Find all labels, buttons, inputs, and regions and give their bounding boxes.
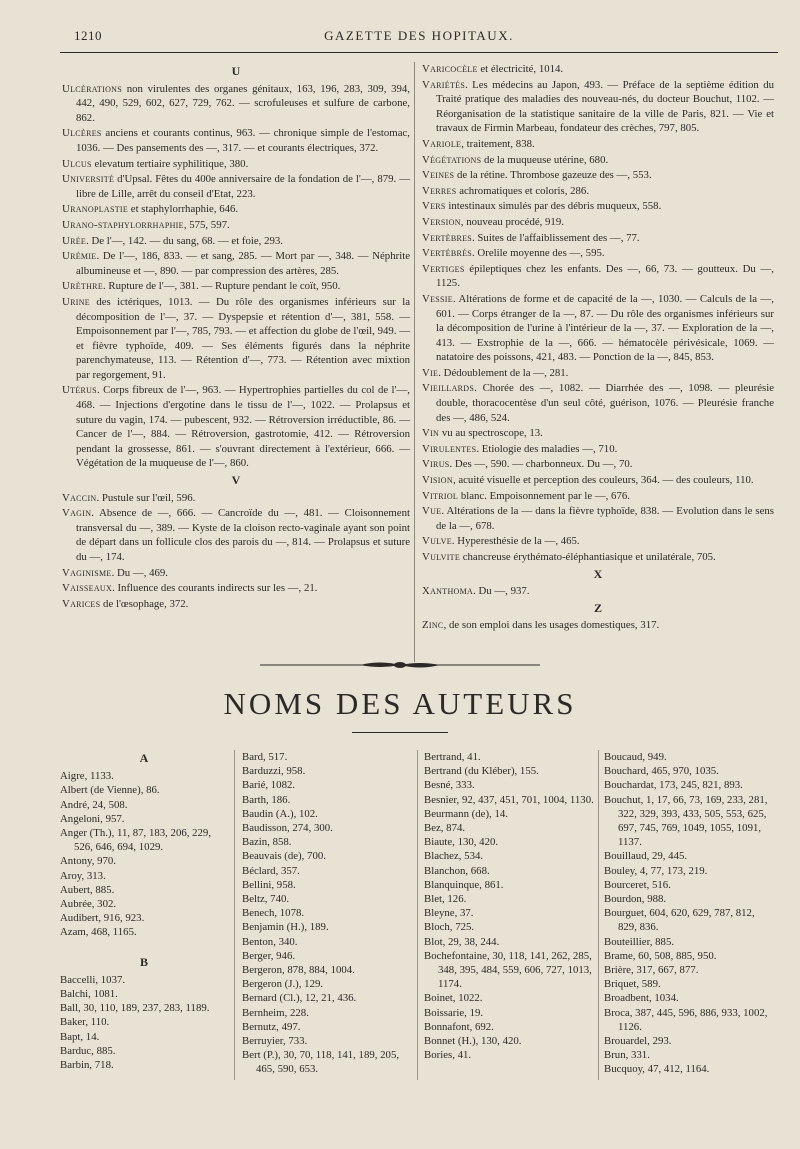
entry-text: . Suites de l'affaiblissement des —, 77.: [472, 231, 640, 244]
entry-term: Vision: [422, 474, 453, 487]
entry-term: Varicocèle: [422, 63, 478, 75]
author-entry: Benton, 340.: [242, 935, 298, 948]
entry-term: Vaccin: [62, 491, 97, 504]
author-entry: Bapt, 14.: [60, 1030, 100, 1043]
entry-term: Urémie: [62, 250, 97, 263]
index-column-right: [422, 62, 774, 634]
index-entry: [422, 262, 774, 291]
index-entry: [422, 137, 774, 152]
author-entry: Berruyier, 733.: [242, 1035, 308, 1048]
column-divider: [414, 62, 415, 662]
entry-term: Végétations: [422, 153, 482, 166]
authors-column-2: [242, 750, 412, 1077]
authors-column-4: [604, 750, 776, 1077]
author-entry: Aigre, 1133.: [60, 770, 114, 783]
column-divider: [417, 750, 418, 1080]
author-entry: Blanquinque, 861.: [424, 878, 504, 891]
section-letter: Z: [593, 600, 602, 615]
author-entry: Bertrand, 41.: [424, 751, 481, 763]
index-entry: [422, 184, 774, 199]
author-entry: Bouchard, 465, 970, 1035.: [604, 765, 719, 778]
author-entry: Azam, 468, 1165.: [60, 926, 137, 939]
index-entry: [422, 457, 774, 472]
entry-text: . Influence des courants indirects sur les —, 21.: [112, 582, 318, 595]
author-entry: Boucaud, 949.: [604, 751, 667, 763]
author-entry: Besnier, 92, 437, 451, 701, 1004, 1130.: [424, 793, 594, 806]
entry-text: , de son emploi dans les usages domestiques, 317.: [443, 619, 660, 632]
index-entry: [422, 489, 774, 504]
page-number: 1210: [74, 28, 102, 43]
author-section-letter: A: [139, 751, 149, 765]
entry-term: Vue: [422, 505, 442, 518]
author-entry: Anger (Th.), 11, 87, 183, 206, 229, 526, 646, 694, 1029.: [60, 827, 212, 854]
author-entry: Boinet, 1022.: [424, 992, 483, 1005]
entry-text: . Rupture de l'—, 381. — Rupture pendant le coït, 950.: [103, 280, 341, 293]
entry-term: Vertèbres: [422, 231, 473, 244]
index-entry: [422, 442, 774, 457]
author-entry: Bouillaud, 29, 445.: [604, 850, 688, 863]
author-entry: Bez, 874.: [424, 822, 466, 835]
entry-term: Vertébrés: [422, 247, 473, 260]
author-entry: Baudisson, 274, 300.: [242, 822, 333, 835]
entry-term: Variole: [422, 137, 462, 150]
index-entry: [422, 199, 774, 214]
entry-term: Virus: [422, 458, 450, 471]
author-entry: Aroy, 313.: [60, 869, 106, 882]
author-entry: Barth, 186.: [242, 793, 291, 806]
entry-term: Université: [62, 173, 115, 186]
author-entry: Bochefontaine, 30, 118, 141, 262, 285, 348, 395, 484, 559, 606, 727, 1013, 1174.: [424, 949, 592, 991]
author-entry: Bucquoy, 47, 412, 1164.: [604, 1063, 710, 1076]
entry-text: . Absence de —, 666. — Cancroïde du —, 481. — Cloisonnement transversal du —, 389. — Kyste de la cloison recto-vaginale ayant son point de départ dans un follicule clos des parois du —, 814. — Prolapsus et suture du —, 174.: [76, 507, 410, 563]
author-entry: Brame, 60, 508, 885, 950.: [604, 949, 717, 962]
index-entry: [62, 581, 410, 596]
entry-term: Verres: [422, 184, 457, 197]
index-entry: [422, 292, 774, 365]
entry-text: vu au spectroscope, 13.: [439, 427, 543, 440]
author-entry: Beauvais (de), 700.: [242, 850, 326, 863]
author-entry: Biaute, 130, 420.: [424, 836, 499, 849]
entry-text: . Corps fibreux de l'—, 963. — Hypertrophies partielles du col de l'—, 468. — Injections d'ergotine dans le tissu de l'—, 1022. — Prolapsus et suture du vagin, 174. — pubescent, 932. — Rétroversion irréductible, 86. — Cancer de l'—, 884. — Rétroversion, gastrotomie, 412. — Rétroversion pendant la grossesse, 861. — s'ouvrant directement à l'extérieur, 666. — Végétation de la muqueuse de l'—, 860.: [76, 384, 410, 470]
entry-term: Vessie: [422, 292, 453, 305]
entry-text: . Dédoublement de la —, 281.: [438, 366, 569, 379]
index-entry: [62, 295, 410, 383]
author-entry: Benech, 1078.: [242, 907, 305, 920]
index-entry: [62, 218, 410, 233]
entry-term: Uranoplastie: [62, 203, 129, 216]
index-entry: [422, 534, 774, 549]
entry-term: Urano-staphylorrhaphie: [62, 218, 184, 231]
entry-term: Urèthre: [62, 280, 104, 293]
entry-text: . Etiologie des maladies —, 710.: [476, 442, 618, 455]
author-entry: Blot, 29, 38, 244.: [424, 935, 500, 948]
author-entry: Albert (de Vienne), 86.: [60, 784, 160, 797]
author-entry: Blachez, 534.: [424, 850, 484, 863]
author-entry: Broca, 387, 445, 596, 886, 933, 1002, 1126.: [604, 1006, 768, 1033]
index-entry: [422, 366, 774, 381]
index-entry: [422, 618, 774, 633]
index-entry: [422, 246, 774, 261]
entry-text: . Du —, 469.: [111, 566, 168, 579]
section-letter: U: [231, 64, 241, 78]
entry-text: . Des —, 590. — charbonneux. Du —, 70.: [449, 458, 633, 471]
index-entry: [422, 381, 774, 425]
entry-text: épileptiques chez les enfants. Des —, 66, 73. — goutteux. Du —, 1125.: [436, 262, 774, 290]
entry-term: Urine: [62, 295, 90, 308]
author-entry: Bouteillier, 885.: [604, 935, 675, 948]
author-entry: Brun, 331.: [604, 1049, 650, 1062]
entry-term: Vulve: [422, 535, 452, 548]
entry-text: des ictériques, 1013. — Du rôle des organismes inférieurs sur la décomposition de l'—, 37. — Dyspepsie et rétention d'—, 381, 558. — Empoisonnement par l'—, 785, 793. — et affection du globe de l'œil, 949. — et fièvre typhoïde, 409. — Ses éléments figurés dans la néphrite parenchymateuse, 113. — Rétention d'—, 773. — Rétention avec mixtion par regorgement, 91.: [76, 295, 410, 381]
column-divider: [598, 750, 599, 1080]
author-entry: Antony, 970.: [60, 855, 116, 868]
index-entry: [422, 168, 774, 183]
section-spacer: [60, 940, 228, 954]
entry-term: Ulcérations: [62, 82, 122, 95]
author-entry: Bernard (Cl.), 12, 21, 436.: [242, 992, 357, 1005]
author-entry: Broadbent, 1034.: [604, 992, 679, 1005]
author-entry: Bourceret, 516.: [604, 878, 671, 891]
author-entry: Bard, 517.: [242, 751, 288, 763]
author-entry: Bernutz, 497.: [242, 1020, 301, 1033]
entry-text: intestinaux simulés par des débris muqueux, 558.: [445, 200, 662, 213]
author-entry: Besné, 333.: [424, 779, 475, 792]
entry-term: Vitriol: [422, 489, 459, 502]
author-entry: Béclard, 357.: [242, 864, 300, 877]
entry-text: blanc. Empoisonnement par le —, 676.: [458, 489, 630, 502]
index-entry: [422, 231, 774, 246]
entry-term: Ulcus: [62, 157, 92, 170]
entry-term: Ulcères: [62, 127, 102, 140]
author-entry: Bourguet, 604, 620, 629, 787, 812, 829, 836.: [604, 907, 755, 934]
author-entry: Baccelli, 1037.: [60, 973, 126, 986]
entry-text: , acuité visuelle et perception des couleurs, 364. — des couleurs, 110.: [452, 474, 754, 487]
author-entry: Bloch, 725.: [424, 921, 475, 934]
entry-text: de la muqueuse utérine, 680.: [481, 153, 609, 166]
author-entry: Bories, 41.: [424, 1049, 472, 1062]
entry-text: . Du —, 937.: [473, 585, 530, 598]
index-entry: [422, 473, 774, 488]
entry-text: , traitement, 838.: [461, 137, 535, 150]
entry-text: , 575, 597.: [183, 218, 230, 231]
section-letter: V: [231, 473, 241, 488]
author-entry: Barié, 1082.: [242, 779, 296, 792]
entry-text: chancreuse érythémato-éléphantiasique et unilatérale, 705.: [460, 551, 716, 563]
author-entry: Brouardel, 293.: [604, 1035, 672, 1048]
author-entry: Bonnafont, 692.: [424, 1020, 494, 1033]
index-entry: [62, 249, 410, 278]
index-entry: [422, 78, 774, 136]
index-entry: [62, 126, 410, 155]
author-entry: Blanchon, 668.: [424, 864, 490, 877]
entry-term: Vagin: [62, 507, 92, 520]
authors-column-3: [424, 750, 596, 1062]
index-entry: [62, 279, 410, 294]
author-entry: Briquet, 589.: [604, 978, 661, 991]
author-entry: Balchi, 1081.: [60, 988, 118, 1001]
entry-text: . Les médecins au Japon, 493. — Préface de la septième édition du Traité pratique des maladies des nouveau-nés, du docteur Bouchut, 1102. — Réorganisation de la statistique sanitaire de la ville de Paris, 821. — Vie et travaux de Firmin Marbeau, fondateur des crèches, 797, 805.: [436, 78, 774, 135]
author-entry: Ball, 30, 110, 189, 237, 283, 1189.: [60, 1002, 210, 1015]
index-entry: [422, 550, 774, 565]
author-entry: Beltz, 740.: [242, 893, 290, 906]
index-entry: [422, 426, 774, 441]
entry-term: Urée: [62, 234, 87, 247]
author-entry: Bleyne, 37.: [424, 907, 474, 920]
entry-term: Veines: [422, 169, 455, 182]
entry-text: . Altérations de forme et de capacité de la —, 1030. — Calculs de la —, 601. — Corps étranger de la —, 87. — Du rôle des organismes inférieurs sur la décomposition de l'urine à l'intérieur de la —, 37. — Exploration de la —, 413. — Exstrophie de la —, 666. — hématocèle périvésicale, 1069. — natatoire des poissons, 421, 483. — Ponction de la —, 845, 853.: [436, 292, 774, 364]
index-entry: [62, 172, 410, 201]
author-entry: Bergeron (J.), 129.: [242, 978, 324, 991]
entry-text: achromatiques et coloris, 286.: [456, 184, 590, 197]
entry-text: . De l'—, 142. — du sang, 68. — et foie, 293.: [86, 234, 283, 247]
author-entry: Bourdon, 988.: [604, 893, 667, 906]
author-entry: Bert (P.), 30, 70, 118, 141, 189, 205, 465, 590, 653.: [242, 1049, 400, 1076]
author-entry: Bertrand (du Kléber), 155.: [424, 765, 539, 778]
author-entry: Audibert, 916, 923.: [60, 912, 145, 925]
entry-text: . Orelile moyenne des —, 595.: [472, 247, 605, 260]
author-entry: Boissarie, 19.: [424, 1006, 484, 1019]
authors-column-1: [60, 750, 228, 1072]
section-letter: X: [593, 566, 603, 581]
author-entry: Bonnet (H.), 130, 420.: [424, 1035, 522, 1048]
entry-term: Vaisseaux: [62, 582, 113, 595]
entry-term: Utérus: [62, 384, 97, 397]
entry-text: de l'œsophage, 372.: [100, 597, 189, 610]
entry-term: Variétés: [422, 78, 466, 91]
index-entry: [62, 566, 410, 581]
author-entry: Aubrée, 302.: [60, 898, 117, 911]
entry-text: . Hyperesthésie de la —, 465.: [451, 535, 580, 548]
index-column-left: [62, 62, 410, 612]
index-entry: [62, 597, 410, 612]
index-entry: [62, 383, 410, 471]
entry-text: et staphylorrhaphie, 646.: [128, 203, 239, 216]
index-entry: [62, 234, 410, 249]
entry-text: non virulentes des organes génitaux, 163, 196, 283, 309, 394, 442, 490, 529, 602, 627, 729, 762. — scrofuleuses et sulfure de carbone, 862.: [76, 82, 410, 124]
column-divider: [234, 750, 235, 1080]
author-entry: Blet, 126.: [424, 893, 467, 906]
entry-term: Xanthoma: [422, 585, 474, 598]
author-entry: Barduc, 885.: [60, 1044, 116, 1057]
entry-term: Vertiges: [422, 262, 465, 275]
entry-text: anciens et courants continus, 963. — chronique simple de l'estomac, 1036. — Des pansements des —, 317. — et courants électriques, 372.: [76, 127, 410, 154]
author-section-letter: B: [139, 954, 148, 969]
author-entry: Benjamin (H.), 189.: [242, 921, 329, 934]
index-entry: [62, 82, 410, 126]
index-entry: [422, 62, 774, 77]
author-entry: Barbin, 718.: [60, 1059, 114, 1072]
entry-text: de la rétine. Thrombose gazeuze des —, 553.: [454, 169, 652, 182]
entry-text: elevatum tertiaire syphilitique, 380.: [91, 157, 249, 170]
author-entry: Brière, 317, 667, 877.: [604, 964, 699, 977]
entry-term: Varices: [62, 597, 101, 610]
ornament-rule: [260, 660, 540, 670]
index-entry: [62, 506, 410, 564]
journal-title: GAZETTE DES HOPITAUX.: [324, 28, 514, 43]
index-entry: [62, 202, 410, 217]
entry-term: Virulentes: [422, 442, 477, 455]
entry-text: d'Upsal. Fêtes du 400e anniversaire de la fondation de l'—, 879. — libre de Lille, arrêt du conseil d'Etat, 223.: [76, 173, 410, 200]
entry-term: Vaginisme: [62, 566, 112, 579]
author-entry: Baker, 110.: [60, 1016, 110, 1029]
index-entry: [62, 157, 410, 172]
author-entry: Baudin (A.), 102.: [242, 807, 318, 820]
authors-section-title: NOMS DES AUTEURS: [223, 686, 577, 721]
author-entry: Beurmann (de), 14.: [424, 807, 508, 820]
entry-term: Version: [422, 215, 461, 228]
entry-text: . De l'—, 186, 833. — et sang, 285. — Mort par —, 348. — Néphrite albumineuse et —, 890. — par compression des artères, 285.: [76, 250, 410, 277]
author-entry: Bouley, 4, 77, 173, 219.: [604, 864, 708, 877]
author-entry: Bouchardat, 173, 245, 821, 893.: [604, 779, 743, 792]
index-entry: [422, 153, 774, 168]
author-entry: André, 24, 508.: [60, 798, 128, 811]
author-entry: Barduzzi, 958.: [242, 765, 306, 778]
entry-term: Zinc: [422, 619, 444, 632]
entry-text: et électricité, 1014.: [477, 63, 564, 75]
entry-term: Vin: [422, 427, 440, 440]
author-entry: Bazin, 858.: [242, 836, 292, 849]
author-entry: Aubert, 885.: [60, 883, 115, 896]
entry-text: . Chorée des —, 1082. — Diarrhée des —, 1098. — pleurésie double, thoracocentèse d'un seul côté, guérison, 1076. — Pleurésie franche des —, 486, 524.: [436, 382, 774, 424]
page-header: [60, 26, 778, 53]
index-entry: [422, 215, 774, 230]
entry-term: Vers: [422, 200, 446, 213]
author-entry: Bellini, 958.: [242, 878, 296, 891]
author-entry: Bouchut, 1, 17, 66, 73, 169, 233, 281, 322, 329, 393, 433, 505, 553, 625, 697, 745, 769, 1049, 1055, 1091, 1137.: [604, 793, 768, 849]
index-entry: [422, 504, 774, 533]
entry-text: , nouveau procédé, 919.: [460, 215, 564, 228]
entry-term: Vulvite: [422, 551, 461, 563]
author-entry: Angeloni, 957.: [60, 812, 125, 825]
title-underline: [352, 732, 448, 733]
index-entry: [422, 584, 774, 599]
author-entry: Bergeron, 878, 884, 1004.: [242, 964, 355, 977]
index-entry: [62, 491, 410, 506]
entry-text: . Pustule sur l'œil, 596.: [96, 491, 196, 504]
entry-term: Vieillards: [422, 382, 475, 395]
entry-term: Vie: [422, 366, 439, 379]
author-entry: Bernheim, 228.: [242, 1006, 309, 1019]
author-entry: Berger, 946.: [242, 949, 296, 962]
entry-text: . Altérations de la — dans la fièvre typhoïde, 838. — Evolution dans le sens de la —, 678.: [436, 505, 774, 532]
